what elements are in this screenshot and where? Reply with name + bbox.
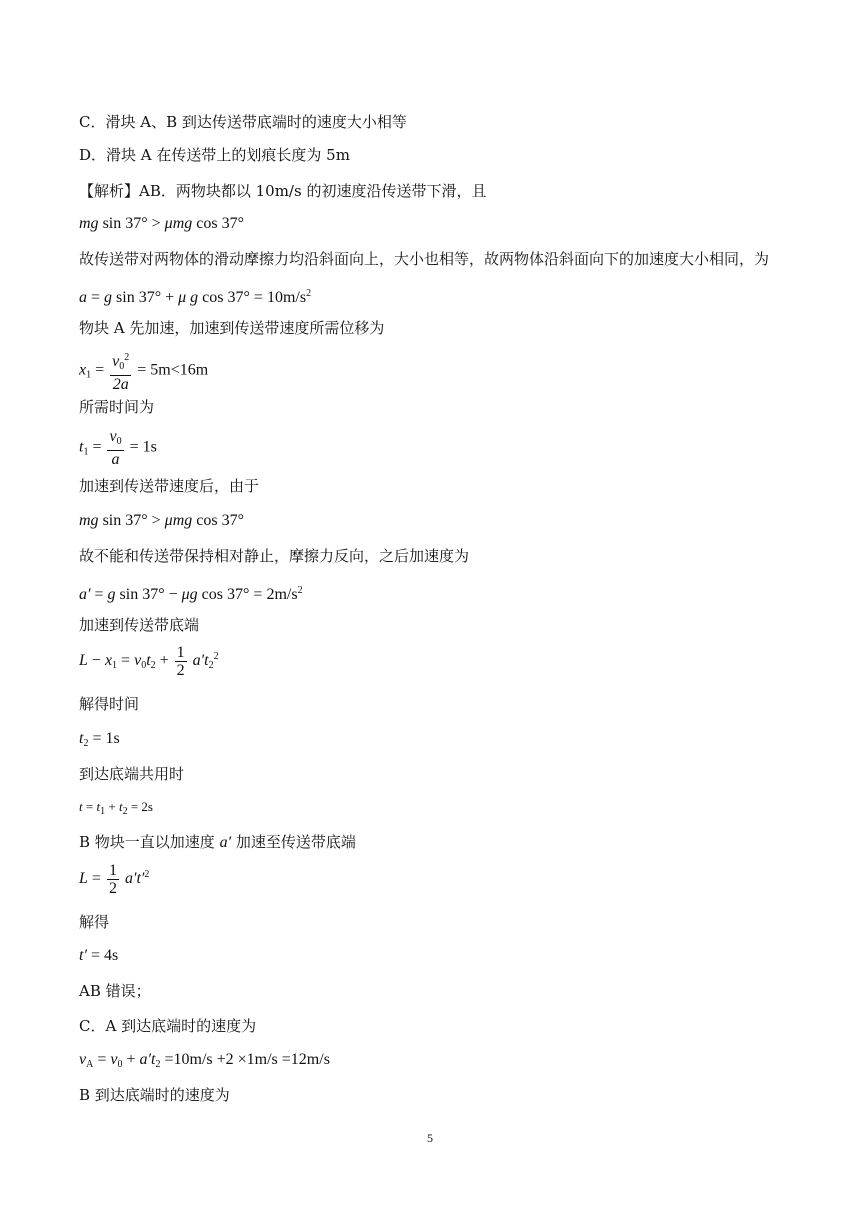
page-number: 5 — [427, 1131, 433, 1145]
b-block-text: B 物块一直以加速度 a′ 加速至传送带底端 — [79, 833, 356, 851]
after-accel-text: 加速到传送带速度后，由于 — [79, 477, 260, 495]
option-c: C．滑块 A、B 到达传送带底端时的速度大小相等 — [79, 113, 407, 131]
equation-8: $t_2 = 1s$ — [79, 730, 120, 749]
equation-4: $t_1$ = $\frac{v_0}{a}$ = 1s — [79, 428, 157, 468]
option-d: D．滑块 A 在传送带上的划痕长度为 5m — [79, 146, 350, 164]
total-time-text: 到达底端共用时 — [79, 765, 185, 783]
fraction: $\frac{v_0}{a}$ — [109, 428, 122, 468]
ab-wrong-text: AB 错误； — [79, 982, 151, 1000]
a-accelerates-text: 物块 A 先加速，加速到传送带速度所需位移为 — [79, 319, 385, 337]
equation-5: mg sin 37° > μmg cos 37° — [79, 512, 244, 529]
to-bottom-text: 加速到传送带底端 — [79, 616, 200, 634]
fraction-half: $\frac{1}{2}$ — [176, 644, 185, 679]
friction-direction: 故传送带对两物体的滑动摩擦力均沿斜面向上，大小也相等，故两物体沿斜面向下的加速度大小相同，为 — [79, 250, 770, 268]
equation-2: a = g sin 37° + μ g $\cos 37^\circ = 10m/s^2$ — [79, 288, 312, 306]
fraction-half: $\frac{1}{2}$ — [108, 862, 117, 897]
equation-3: $x_1$ = $\frac{v_0^2}{2a}$ = 5m<16m — [79, 349, 208, 393]
solve-text: 解得 — [79, 913, 110, 931]
equation-10: L = $\frac{1}{2}$ $a't'^2$ — [79, 862, 150, 897]
equation-9: $t = t_1 + t_2 = 2s$ — [79, 799, 153, 817]
equation-7: $L - x_1 = v_0t_2$ + $\frac{1}{2}$ $a't_2^2$ — [79, 644, 219, 679]
time-needed-text: 所需时间为 — [79, 398, 155, 416]
analysis-intro: 【解析】AB．两物块都以 10m/s 的初速度沿传送带下滑，且 — [79, 182, 487, 200]
equation-12: $v_A = v_0 + a't_2 =10m/s +2 \times 1m/s =12m/s$ — [79, 1051, 330, 1070]
solve-time-text: 解得时间 — [79, 695, 140, 713]
equation-6: a′ = g sin 37° − μg $\cos 37^\circ = 2m/s^2$ — [79, 585, 303, 603]
fraction: $\frac{v_0^2}{2a}$ — [110, 349, 131, 393]
b-speed-text: B 到达底端时的速度为 — [79, 1086, 230, 1104]
c-a-speed-text: C．A 到达底端时的速度为 — [79, 1017, 257, 1035]
equation-11: t′ = 4s — [79, 947, 119, 964]
cannot-rest-text: 故不能和传送带保持相对静止，摩擦力反向，之后加速度为 — [79, 547, 470, 565]
equation-1: mg sin 37° > μmg cos 37° — [79, 215, 244, 232]
